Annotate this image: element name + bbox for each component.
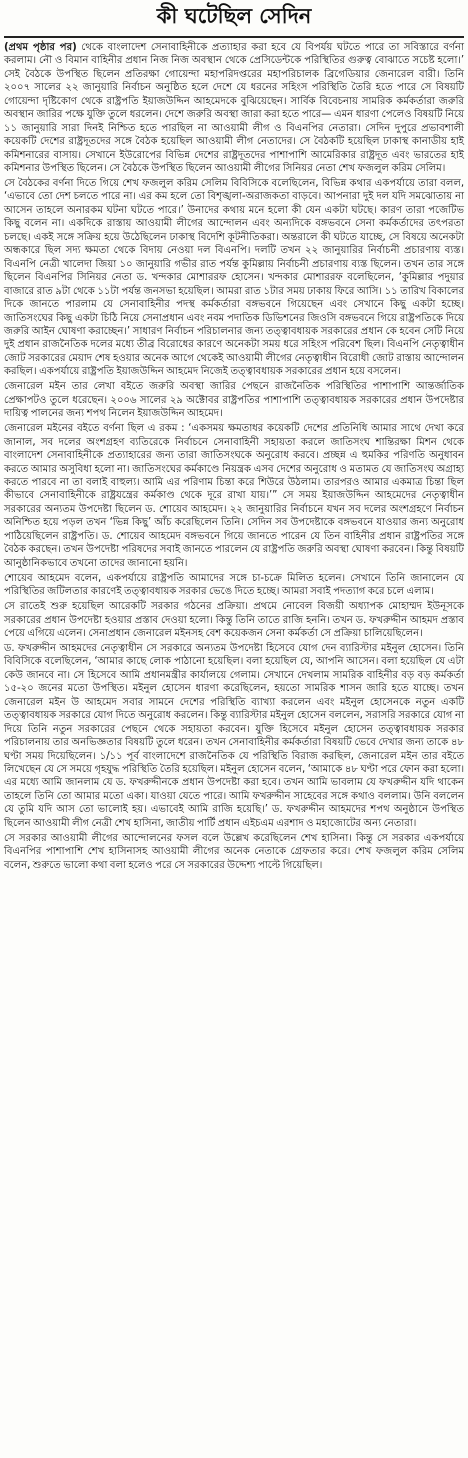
paragraph-text: থেকে বাংলাদেশ সেনাবাহিনীকে প্রত্যাহার করা হবে যে বিপর্যয় ঘটতে পারে তা সবিস্তারে বর্ণনা করলাম। নৌ ও বিমান বাহিনীর প্রধান নিজ নিজ অবস্থান থেকে প্রেসিডেন্টকে পরিস্থিতির গুরুত্ব বোঝাতে সচেষ্ট হলো।’ সেই বৈঠকে উপস্থিত ছিলেন প্রতিরক্ষা গোয়েন্দা মহাপরিদপ্তরের মহাপরিচালক ব্রিগেডিয়ার জেনারেল বারী। তিনি ২০০৭ সালের ২২ জানুয়ারি নির্বাচন অনুষ্ঠিত হলে দেশে যে ধরনের সহিংস পরিস্থিতি তৈরি হতে পারে সে বিষয়টি গোয়েন্দা দৃষ্টিকোণ থেকে রাষ্ট্রপতি ইয়াজউদ্দিন আহমেদকে বুঝিয়েছেন। সার্বিক বিবেচনায় সামরিক কর্মকর্তারা জরুরি অবস্থান জারির পক্ষে যুক্তি তুলে ধরলেন। দেশে জরুরি অবস্থা জারা করা হতে পারে— এমন ধারণা পেলেও বিষয়টি নিয়ে ১১ জানুয়ারি সারা দিনই নিশ্চিত হতে পারছিল না আওয়ামী লীগ ও বিএনপির নেতারা। সেদিন দুপুরে প্রভাবশালী কয়েকটি দেশের রাষ্ট্রদূতদের সঙ্গে বৈঠক হয়েছিল আওয়ামী লীগ নেতাদের। সে বৈঠকটি হয়েছিল ঢাকাস্থ কানাডীয় হাই কমিশনারের বাসায়। সেখানে ইউরোপের বিভিন্ন দেশের রাষ্ট্রদূতদের পাশাপাশি আমেরিকার রাষ্ট্রদূত এবং ভারতের হাই কমিশনার উপস্থিত ছিলেন। সে বৈঠকে উপস্থিত ছিলেন আওয়ামী লীগের সিনিয়র নেতা শেখ ফজলুল করিম সেলিম। [4,42,464,175]
article-paragraph-7: ড. ফখরুদ্দীন আহমদের নেতৃত্বাধীন সে সরকারে অন্যতম উপদেষ্টা হিসেবে যোগ দেন ব্যারিস্টার মইনুল হোসেন। তিনি বিবিসিকে বলেছিলেন, ‘আমার কাছে লোক পাঠানো হয়েছিল। বলা হয়েছিল যে, আপনি আসেন। বলা হয়েছিল যে এটা কেউ জানবে না। সে হিসেবে আমি প্রধানমন্ত্রীর কার্যালয়ে গেলাম। সেখানে দেখলাম সামরিক বাহিনীর বড় বড় কর্মকর্তা ১৫-২০ জনের মতো উপস্থিত। মইনুল হোসেন ধারণা করেছিলেন, হয়তো সামরিক শাসন জারি হতে যাচ্ছে। তখন জেনারেল মইন উ আহমেদ সবার সামনে দেশের পরিস্থিতি ব্যাখ্যা করলেন এবং মইনুল হোসেনকে নতুন একটি তত্ত্বাবধায়ক সরকারে যোগ দিতে অনুরোধ করলেন। কিন্তু ব্যারিস্টার মইনুল হোসেন বললেন, সরাসরি সরকারে যোগ না দিয়ে তিনি নতুন সরকারের পেছনে থেকে সহায়তা করবেন। যুক্তি হিসেবে মইনুল হোসেন তত্ত্বাবধায়ক সরকার পরিচালনায় তার অনভিজ্ঞতার বিষয়টি তুলে ধরেন। তখন সেনাবাহিনীর কর্মকর্তারা বিষয়টি ভেবে দেখার জন্য তাকে ৪৮ ঘণ্টা সময় দিয়েছিলেন। ১/১১ পূর্ব বাংলাদেশে রাজনৈতিক যে পরিস্থিতি বিরাজ করছিল, জেনারেল মইন তার বইতে লিখেছেন যে সে সময়ে গৃহযুদ্ধ পরিস্থিতি তৈরি হয়েছিল। মইনুল হোসেন বলেন, ‘আমাকে ৪৮ ঘণ্টা পরে ফোন করা হলো। এর মধ্যে আমি জানলাম যে ড. ফখরুদ্দীনকে প্রধান উপদেষ্টা করা হবে। তখন আমি ভাবলাম যে ফখরুদ্দীন যদি থাকেন তাহলে তিনি তো আমার মতো একা। যাওয়া যেতে পারে। আমি ফখরুদ্দীন সাহেবের সঙ্গে কথাও বললাম। উনি বললেন যে তুমি যদি আস তো ভালোই হয়। এভাবেই আমি রাজি হয়েছি।’ ড. ফখরুদ্দীন আহমদের শপথ অনুষ্ঠানে উপস্থিত ছিলেন আওয়ামী লীগ নেত্রী শেখ হাসিনা, জাতীয় পার্টি প্রধান এইচএম এরশাদ ও মহাজোটের অন্য নেতারা। [4,642,464,829]
article-paragraph-1 [4,41,464,176]
article-paragraph-2: সে বৈঠকের বর্ণনা দিতে গিয়ে শেখ ফজলুল করিম সেলিম বিবিসিকে বলেছিলেন, বিভিন্ন কথার একপর্যায়ে তারা বলল, ‘এভাবে তো দেশ চলতে পারে না। এর কম হলে তো বিশৃঙ্খলা-অরাজকতা বাড়বে। আপনারা দুই দল যদি সমঝোতায় না আসেন তাহলে অনারকম ঘটনা ঘটতে পারে।’ উনাদের কথায় মনে হলো কী যেন একটা ঘটছে। কারণ তারা পজেটিভ কিছু বলেন না। একদিকে রাস্তায় আওয়ামী লীগের আন্দোলন এবং অন্যদিকে বঙ্গভবনে সেনা কর্মকর্তাদের তৎপরতা চলছে। একই সঙ্গে সক্রিয় হয়ে উঠেছিলেন ঢাকাস্থ বিদেশি কূটনীতিকরা। অন্তরালে কী ঘটতে যাচ্ছে, সে বিষয়ে অনেকটা অন্ধকারে ছিল সদ্য ক্ষমতা থেকে বিদায় নেওয়া দল বিএনপি। দলটি তখন ২২ জানুয়ারির নির্বাচনী প্রচারণায় ব্যস্ত। বিএনপি নেত্রী খালেদা জিয়া ১০ জানুয়ারি গভীর রাত পর্যন্ত কুমিল্লায় নির্বাচনী প্রচারণায় ব্যস্ত ছিলেন। তখন তার সঙ্গে ছিলেন বিএনপির সিনিয়র নেতা ড. খন্দকার মোশাররফ হোসেন। খন্দকার মোশাররফ বলেছিলেন, ‘কুমিল্লার পদুয়ার বাজারে রাত ৯টা থেকে ১১টা পর্যন্ত জনসভা হয়েছিল। আমরা রাত ১টার সময় ঢাকায় ফিরে আসি। ১১ তারিখ বিকালের দিকে জানতে পারলাম যে সেনাবাহিনীর পদস্থ কর্মকর্তারা বঙ্গভবনে গিয়েছেন এবং সেখানে কিছু একটা হচ্ছে। জাতিসংঘের কিছু একটা চিঠি নিয়ে সেনাপ্রধান এবং নবম পদাতিক ডিভিশনের জিওসি বঙ্গভবনে গিয়ে রাষ্ট্রপতিকে দিয়ে জরুরি আইন ঘোষণা করাচ্ছেন।’ সাধারণ নির্বাচন পরিচালনার জন্য তত্ত্বাবধায়ক সরকারের প্রধান কে হবেন সেটি নিয়ে দুই প্রধান রাজনৈতিক দলের মধ্যে তীব্র বিরোধের কারণে অনেকটা সময় ধরে সহিংস পরিবেশ ছিল। বিএনপি নেতৃত্বাধীন জোট সরকারের মেয়াদ শেষ হওয়ার অনেক আগে থেকেই আওয়ামী লীগের নেতৃত্বাধীন বিরোধী জোট রাস্তায় আন্দোলন করছিল। একপর্যায়ে রাষ্ট্রপতি ইয়াজউদ্দিন আহমেদ নিজেই তত্ত্বাবধায়ক সরকারের প্রধান হয়ে বসলেন। [4,178,464,378]
article-paragraph-3: জেনারেল মইন তার লেখা বইতে জরুরি অবস্থা জারির পেছনে রাজনৈতিক পরিস্থিতির পাশাপাশি আন্তর্জাতিক প্রেক্ষাপটও তুলে ধরেছেন। ২০০৬ সালের ২৯ অক্টোবর রাষ্ট্রপতির পাশাপাশি তত্ত্বাবধায়ক সরকারের প্রধান উপদেষ্টার দায়িত্ব পালনের জন্য শপথ নিলেন ইয়াজউদ্দিন আহমেদ। [4,381,464,420]
headline-divider [4,36,464,38]
article-body [4,41,464,872]
article-paragraph-4: জেনারেল মইনের বইতে বর্ণনা ছিল এ রকম : ‘একসময় ক্ষমতাধর কয়েকটি দেশের প্রতিনিধি আমার সাথে দেখা করে জানাল, সব দলের অংশগ্রহণ ব্যতিরেকে নির্বাচনে সেনাবাহিনী সহায়তা করলে জাতিসংঘ শান্তিরক্ষা মিশন থেকে বাংলাদেশ সেনাবাহিনীকে প্রত্যাহারের জন্য তারা জাতিসংঘকে অনুরোধ করবে। প্রচ্ছন্ন এ হুমকির পরিণতি অনুধাবন করতে আমার অসুবিধা হলো না। জাতিসংঘের কর্মকাণ্ডে নিয়ন্ত্রক এসব দেশের অনুরোধ ও মতামত যে জাতিসংঘ অগ্রাহ্য করতে পারবে না তা বলাই বাহুল্য। আমি এর পরিণাম চিন্তা করে শিউরে উঠলাম। তারপরও আমার একমাত্র চিন্তা ছিল কীভাবে সেনাবাহিনীকে রাষ্ট্রযন্ত্রের কর্মকাণ্ড থেকে দূরে রাখা যায়।’” সে সময় ইয়াজউদ্দিন আহমেদের নেতৃত্বাধীন সরকারের অন্যতম উপদেষ্টা ছিলেন ড. শোয়েব আহমেদ। ২২ জানুয়ারির নির্বাচনে যখন সব দলের অংশগ্রহণে নির্বাচন অনিশ্চিত হয়ে পড়ল তখন ‘ভিন্ন কিছু’ আঁচ করেছিলেন তিনি। সেদিন সব উপদেষ্টাকে বঙ্গভবনে যাওয়ার জন্য অনুরোধ পাঠিয়েছিলেন রাষ্ট্রপতি। ড. শোয়েব আহমেদ বঙ্গভবনে গিয়ে জানতে পারেন যে তিন বাহিনীর প্রধান রাষ্ট্রপতির সঙ্গে বৈঠক করছেন। তখন উপদেষ্টা পরিষদের সবাই জানতে পারলেন যে রাষ্ট্রপতি জরুরি অবস্থা ঘোষণা করবেন। কিন্তু বিষয়টি আনুষ্ঠানিকভাবে তখনো তাদের জানানো হয়নি। [4,423,464,569]
continuation-marker: (প্রথম পৃষ্ঠার পর) [4,42,77,53]
article-paragraph-8: সে সরকার আওয়ামী লীগের আন্দোলনের ফসল বলে উল্লেখ করেছিলেন শেখ হাসিনা। কিন্তু সে সরকার একপর্যায়ে বিএনপির পাশাপাশি শেখ হাসিনাসহ আওয়ামী লীগের অনেক নেতাকে গ্রেফতার করে। শেখ ফজলুল করিম সেলিম বলেন, শুরুতে ভালো কথা বলা হলেও পরে সে সরকারের উদ্দেশ্য পাল্টে গিয়েছিল। [4,832,464,871]
article-paragraph-5: শোয়েব আহমেদ বলেন, একপর্যায়ে রাষ্ট্রপতি আমাদের সঙ্গে চা-চক্রে মিলিত হলেন। সেখানে তিনি জানালেন যে পরিস্থিতির জটিলতার কারণেই তত্ত্বাবধায়ক সরকার ভেঙে দিতে হচ্ছে। আমরা সবাই পদত্যাগ করে চলে এলাম। [4,572,464,598]
article-paragraph-6: সে রাতেই শুরু হয়েছিল আরেকটি সরকার গঠনের প্রক্রিয়া। প্রথমে নোবেল বিজয়ী অধ্যাপক মোহাম্মদ ইউনূসকে সরকারের প্রধান উপদেষ্টা হওয়ার প্রস্তাব দেওয়া হলো। কিন্তু তিনি তাতে রাজি হননি। তখন ড. ফখরুদ্দীন আহমদ প্রস্তাব পেয়ে এগিয়ে এলেন। সেনাপ্রধান জেনারেল মইনসহ বেশ কয়েকজন সেনা কর্মকর্তা সে প্রক্রিয়া চালিয়েছিলেন। [4,601,464,639]
article-headline: কী ঘটেছিল সেদিন [156,4,312,28]
